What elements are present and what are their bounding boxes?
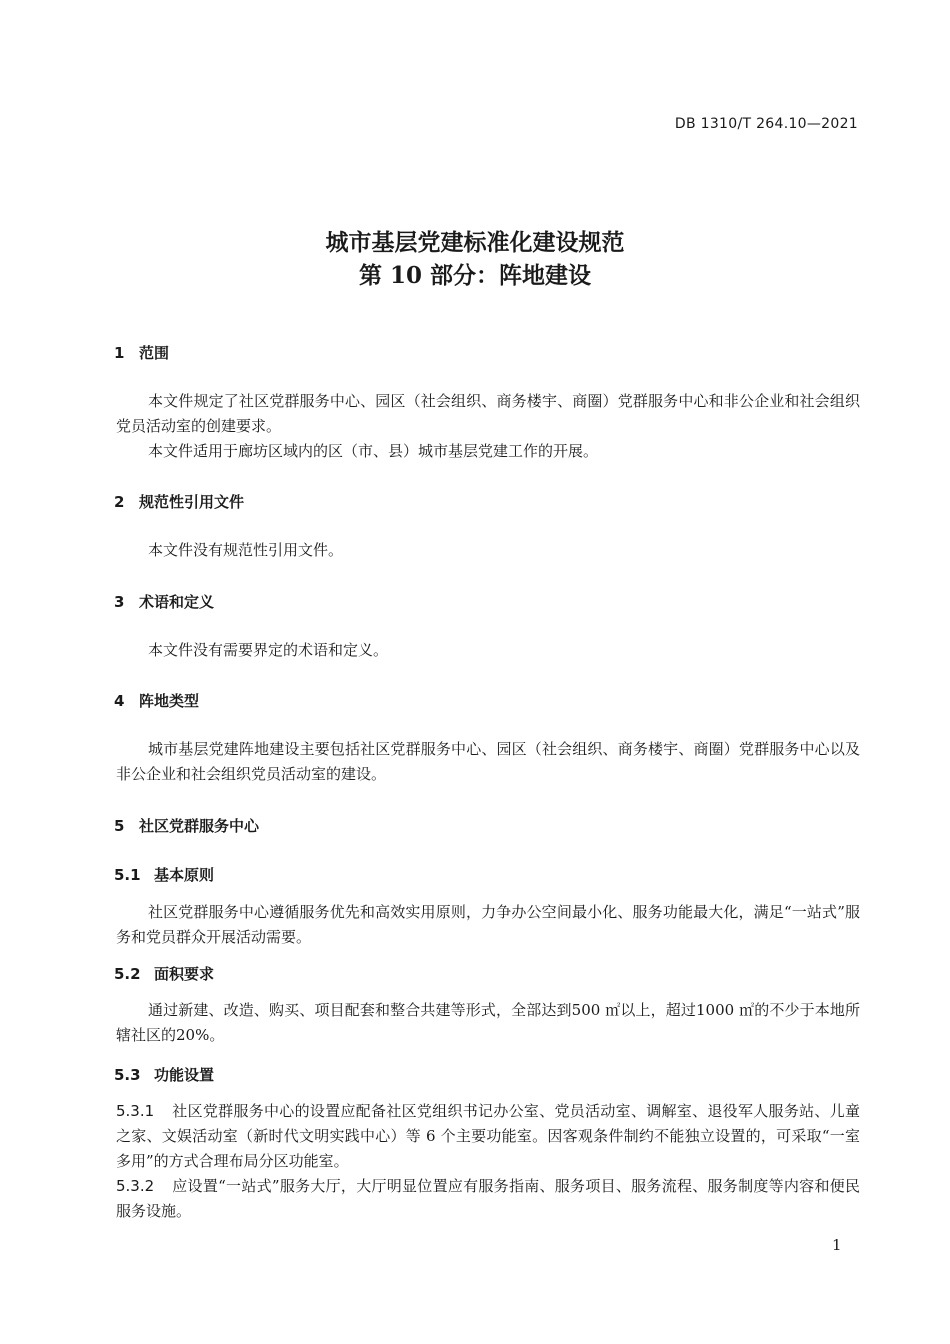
clause-text: 应设置“一站式”服务大厅，大厅明显位置应有服务指南、服务项目、服务流程、服务制度等内容和便民服务设施。 xyxy=(116,1177,860,1220)
clause-number: 5.3.2 xyxy=(116,1177,155,1195)
clause-number: 5.3.1 xyxy=(116,1102,155,1120)
subsection-title: 面积要求 xyxy=(154,965,215,983)
subsection-5-1-paragraph: 社区党群服务中心遵循服务优先和高效实用原则，力争办公空间最小化、服务功能最大化，满足“一站式”服务和党员群众开展活动需要。 xyxy=(116,903,860,946)
section-heading-5 xyxy=(114,815,259,836)
section-number: 4 xyxy=(114,692,125,710)
subsection-heading-5-1 xyxy=(114,864,214,885)
clause-text: 社区党群服务中心的设置应配备社区党组织书记办公室、党员活动室、调解室、退役军人服务站、儿童之家、文娱活动室（新时代文明实践中心）等 6 个主要功能室。因客观条件制约不能独立设置的，可采取“一室多用”的方式合理布局分区功能室。 xyxy=(116,1102,860,1170)
section-title: 范围 xyxy=(139,344,170,362)
clause-5-3-2 xyxy=(116,1174,860,1224)
subsection-title: 基本原则 xyxy=(154,866,215,884)
section-1-paragraph-1: 本文件规定了社区党群服务中心、园区（社会组织、商务楼宇、商圈）党群服务中心和非公企业和社会组织党员活动室的创建要求。 xyxy=(116,392,860,435)
subsection-heading-5-2 xyxy=(114,963,214,984)
subsection-5-2-paragraph: 通过新建、改造、购买、项目配套和整合共建等形式，全部达到500 ㎡以上，超过1000 ㎡的不少于本地所辖社区的20%。 xyxy=(116,1001,860,1044)
clause-5-3-1 xyxy=(116,1099,860,1174)
section-2-paragraph: 本文件没有规范性引用文件。 xyxy=(148,541,344,559)
document-title: 城市基层党建标准化建设规范 xyxy=(325,229,625,256)
subsection-title: 功能设置 xyxy=(154,1066,215,1084)
section-3-paragraph: 本文件没有需要界定的术语和定义。 xyxy=(148,641,389,659)
document-code: DB 1310/T 264.10—2021 xyxy=(674,116,858,132)
section-title: 社区党群服务中心 xyxy=(139,817,260,835)
section-heading-2 xyxy=(114,491,244,512)
document-subtitle: 第 10 部分：阵地建设 xyxy=(358,262,592,289)
section-number: 1 xyxy=(114,344,125,362)
section-title: 阵地类型 xyxy=(139,692,200,710)
section-heading-1 xyxy=(114,342,169,363)
subsection-number: 5.2 xyxy=(114,965,141,983)
section-heading-4 xyxy=(114,690,199,711)
subsection-heading-5-3 xyxy=(114,1064,214,1085)
section-title: 规范性引用文件 xyxy=(139,493,245,511)
section-number: 5 xyxy=(114,817,125,835)
page-number: 1 xyxy=(832,1236,842,1254)
section-heading-3 xyxy=(114,591,214,612)
subsection-number: 5.3 xyxy=(114,1066,141,1084)
section-1-paragraph-2: 本文件适用于廊坊区域内的区（市、县）城市基层党建工作的开展。 xyxy=(148,442,599,460)
section-4-paragraph: 城市基层党建阵地建设主要包括社区党群服务中心、园区（社会组织、商务楼宇、商圈）党群服务中心以及非公企业和社会组织党员活动室的建设。 xyxy=(116,740,860,783)
section-number: 2 xyxy=(114,493,125,511)
subsection-number: 5.1 xyxy=(114,866,141,884)
section-number: 3 xyxy=(114,593,125,611)
section-title: 术语和定义 xyxy=(139,593,215,611)
